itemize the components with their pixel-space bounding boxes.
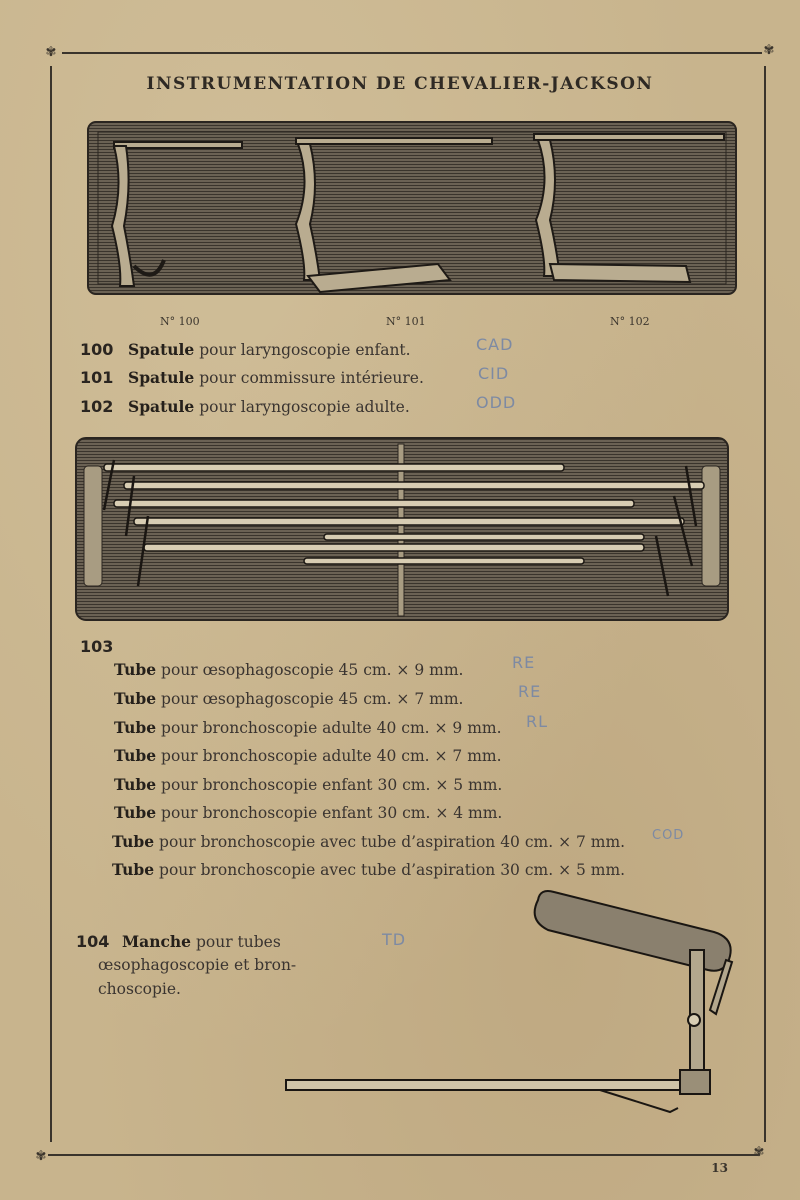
item-name: Tube <box>112 860 155 879</box>
item-desc: pour bronchoscopie enfant 30 cm. × 4 mm. <box>156 804 503 822</box>
handwritten-note: COD <box>652 828 685 843</box>
left-rule <box>50 66 52 1142</box>
item-number-103: 103 <box>80 637 114 656</box>
handwritten-note: CAD <box>476 335 514 354</box>
handle-illustration <box>280 890 740 1130</box>
item-desc: pour bronchoscopie avec tube d’aspiration 40 cm. × 7 mm. <box>154 833 626 851</box>
list-item <box>114 718 502 737</box>
item-desc: pour œsophagoscopie 45 cm. × 7 mm. <box>156 690 464 708</box>
item-name: Tube <box>114 775 157 794</box>
item-text <box>128 340 411 359</box>
tube-tray-illustration <box>74 436 730 622</box>
item-desc: pour tubes <box>191 933 281 951</box>
caption-100: N° 100 <box>160 315 200 328</box>
item-desc: pour commissure intérieure. <box>194 369 424 387</box>
item-name: Manche <box>122 932 192 951</box>
list-item <box>114 660 463 679</box>
item-number: 100 <box>80 340 114 359</box>
item-desc: pour bronchoscopie avec tube d’aspiration 30 cm. × 5 mm. <box>154 861 626 879</box>
handwritten-note: TD <box>382 930 407 949</box>
page-number: 13 <box>711 1161 728 1175</box>
item-name: Spatule <box>128 340 195 359</box>
list-item <box>114 746 502 765</box>
item-name: Tube <box>112 832 155 851</box>
item-name: Tube <box>114 718 157 737</box>
item-name: Tube <box>114 660 157 679</box>
list-item <box>112 860 625 879</box>
bottom-rule <box>48 1154 758 1156</box>
caption-101: N° 101 <box>386 315 426 328</box>
item-desc: pour bronchoscopie adulte 40 cm. × 7 mm. <box>156 747 502 765</box>
item-text <box>128 368 424 387</box>
item-name: Spatule <box>128 368 195 387</box>
handwritten-note: CID <box>478 364 510 383</box>
item-text <box>128 397 410 416</box>
spatula-tray-illustration <box>86 116 740 302</box>
item-number: 104 <box>76 932 110 951</box>
list-item <box>114 775 502 794</box>
right-rule <box>764 66 766 1142</box>
handwritten-note: RE <box>518 682 542 701</box>
top-rule <box>62 52 762 54</box>
item-name: Tube <box>114 689 157 708</box>
item-number: 102 <box>80 397 114 416</box>
item-desc: pour œsophagoscopie 45 cm. × 9 mm. <box>156 661 464 679</box>
item-name: Tube <box>114 803 157 822</box>
handwritten-note: ODD <box>476 393 517 412</box>
list-item <box>112 832 625 851</box>
corner-ornament-icon: ✾ <box>35 1149 47 1164</box>
caption-102: N° 102 <box>610 315 650 328</box>
item-desc: pour laryngoscopie enfant. <box>194 341 411 359</box>
page-title: INSTRUMENTATION DE CHEVALIER-JACKSON <box>146 74 654 94</box>
handwritten-note: RL <box>526 712 549 731</box>
handwritten-note: RE <box>512 653 536 672</box>
item-name: Tube <box>114 746 157 765</box>
item-desc-line: choscopie. <box>98 980 181 998</box>
list-item <box>114 803 502 822</box>
item-desc: pour laryngoscopie adulte. <box>194 398 410 416</box>
corner-ornament-icon: ✾ <box>753 1145 765 1160</box>
item-text <box>122 932 281 951</box>
corner-ornament-icon: ✾ <box>763 43 775 58</box>
list-item <box>114 689 463 708</box>
item-desc-line: œsophagoscopie et bron- <box>98 956 297 974</box>
corner-ornament-icon: ✾ <box>45 45 57 60</box>
item-number: 101 <box>80 368 114 387</box>
item-name: Spatule <box>128 397 195 416</box>
item-desc: pour bronchoscopie enfant 30 cm. × 5 mm. <box>156 776 503 794</box>
item-desc: pour bronchoscopie adulte 40 cm. × 9 mm. <box>156 719 502 737</box>
